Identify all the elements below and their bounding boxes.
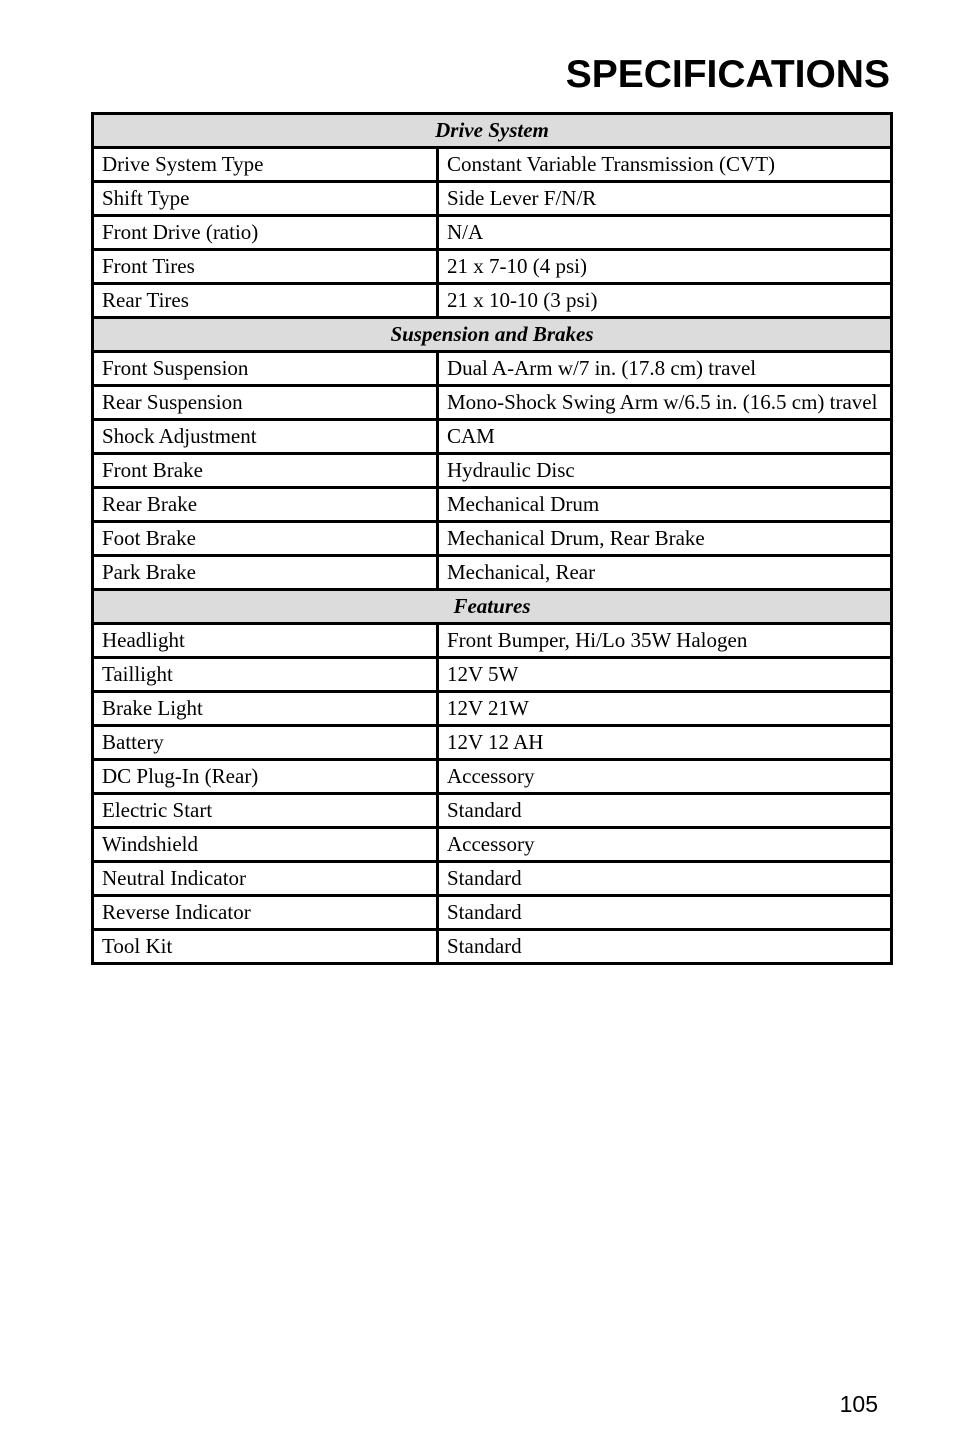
table-row [93, 624, 892, 658]
spec-label: Rear Suspension [93, 386, 438, 420]
spec-label: Front Tires [93, 250, 438, 284]
spec-label: Shift Type [93, 182, 438, 216]
spec-value: Mechanical, Rear [438, 556, 892, 590]
spec-value: Front Bumper, Hi/Lo 35W Halogen [438, 624, 892, 658]
spec-label: Front Suspension [93, 352, 438, 386]
spec-label: DC Plug-In (Rear) [93, 760, 438, 794]
spec-value: Standard [438, 896, 892, 930]
spec-value: Dual A-Arm w/7 in. (17.8 cm) travel [438, 352, 892, 386]
spec-label: Rear Brake [93, 488, 438, 522]
table-row [93, 386, 892, 420]
spec-label: Electric Start [93, 794, 438, 828]
table-row [93, 420, 892, 454]
spec-label: Drive System Type [93, 148, 438, 182]
spec-value: 12V 12 AH [438, 726, 892, 760]
spec-value: Accessory [438, 760, 892, 794]
table-row [93, 182, 892, 216]
spec-value: Mono-Shock Swing Arm w/6.5 in. (16.5 cm) travel [438, 386, 892, 420]
spec-value: Standard [438, 794, 892, 828]
spec-label: Windshield [93, 828, 438, 862]
spec-value: N/A [438, 216, 892, 250]
spec-label: Foot Brake [93, 522, 438, 556]
spec-label: Tool Kit [93, 930, 438, 964]
page-number: 105 [839, 1391, 878, 1417]
spec-value: 12V 5W [438, 658, 892, 692]
table-row [93, 488, 892, 522]
table-row [93, 522, 892, 556]
spec-label: Neutral Indicator [93, 862, 438, 896]
spec-label: Brake Light [93, 692, 438, 726]
table-row [93, 828, 892, 862]
section-heading: Suspension and Brakes [93, 318, 892, 352]
spec-label: Battery [93, 726, 438, 760]
spec-label: Rear Tires [93, 284, 438, 318]
spec-value: Side Lever F/N/R [438, 182, 892, 216]
spec-label: Reverse Indicator [93, 896, 438, 930]
spec-value: Constant Variable Transmission (CVT) [438, 148, 892, 182]
spec-value: Hydraulic Disc [438, 454, 892, 488]
table-row [93, 760, 892, 794]
specifications-table [91, 112, 893, 965]
table-row [93, 284, 892, 318]
spec-value: 21 x 7-10 (4 psi) [438, 250, 892, 284]
spec-value: Mechanical Drum, Rear Brake [438, 522, 892, 556]
table-row [93, 148, 892, 182]
table-row [93, 726, 892, 760]
section-header-row [93, 590, 892, 624]
table-row [93, 216, 892, 250]
page-title: SPECIFICATIONS [565, 53, 890, 96]
section-heading: Drive System [93, 114, 892, 148]
table-row [93, 692, 892, 726]
spec-value: 21 x 10-10 (3 psi) [438, 284, 892, 318]
table-row [93, 250, 892, 284]
spec-label: Shock Adjustment [93, 420, 438, 454]
table-row [93, 896, 892, 930]
section-header-row [93, 318, 892, 352]
spec-value: 12V 21W [438, 692, 892, 726]
spec-label: Headlight [93, 624, 438, 658]
spec-label: Front Drive (ratio) [93, 216, 438, 250]
spec-label: Taillight [93, 658, 438, 692]
spec-value: Standard [438, 930, 892, 964]
table-row [93, 352, 892, 386]
specifications-table-body [93, 114, 892, 964]
table-row [93, 556, 892, 590]
spec-value: Mechanical Drum [438, 488, 892, 522]
spec-value: Standard [438, 862, 892, 896]
table-row [93, 930, 892, 964]
table-row [93, 658, 892, 692]
spec-value: CAM [438, 420, 892, 454]
spec-label: Front Brake [93, 454, 438, 488]
table-row [93, 794, 892, 828]
section-header-row [93, 114, 892, 148]
spec-label: Park Brake [93, 556, 438, 590]
spec-value: Accessory [438, 828, 892, 862]
table-row [93, 454, 892, 488]
table-row [93, 862, 892, 896]
section-heading: Features [93, 590, 892, 624]
